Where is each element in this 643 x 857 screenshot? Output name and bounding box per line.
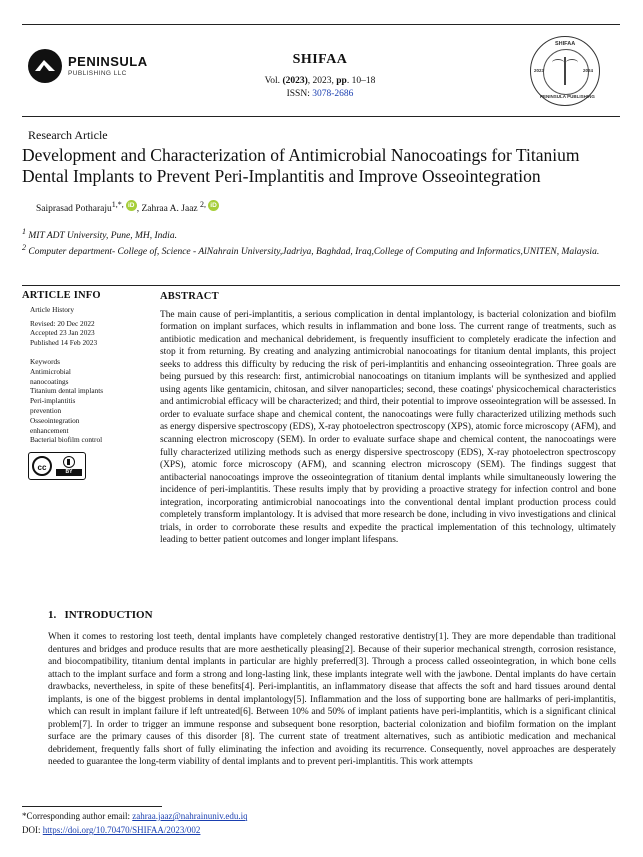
orcid-icon[interactable]: iD — [126, 200, 137, 211]
header-top-rule — [22, 24, 620, 25]
journal-issn: ISSN: 3078-2686 — [286, 89, 354, 99]
author-2: Zahraa A. Jaaz — [141, 204, 198, 215]
journal-seal — [530, 36, 600, 106]
issn-link[interactable]: 3078-2686 — [312, 89, 354, 99]
published-date: Published 14 Feb 2023 — [30, 338, 98, 348]
article-info-heading: ARTICLE INFO — [22, 290, 101, 301]
email-link[interactable]: zahraa.jaaz@nahrainuniv.edu.iq — [132, 811, 248, 821]
publisher-logo — [28, 44, 158, 88]
keyword-item: nanocoatings — [30, 376, 69, 386]
keyword-item: Peri-implantitis — [30, 396, 76, 406]
author-line: Saiprasad Potharaju$^{1,*,}$ iD , Zahraa A. Jaaz $^{2,}$ iD — [36, 198, 219, 216]
article-type: Research Article — [28, 128, 108, 142]
keyword-item: Antimicrobial — [30, 366, 71, 376]
abstract-heading: ABSTRACT — [160, 291, 219, 302]
history-label: Article History — [30, 304, 74, 314]
affiliation-1: $^1$ MIT ADT University, Pune, MH, India. — [22, 227, 177, 242]
article-info — [22, 290, 146, 445]
keyword-item: Osseointegration — [30, 415, 80, 425]
journal-volume: Vol. (2023), 2023, pp. 10–18 — [264, 76, 376, 86]
publisher-sub: PUBLISHING LLC — [68, 69, 127, 77]
wing-left-icon — [552, 59, 564, 66]
keyword-item: Titanium dental implants — [30, 386, 104, 396]
keyword-item: enhancement — [30, 425, 69, 435]
seal-left-text: 2023 — [534, 68, 545, 73]
article-title: Development and Characterization of Antimicrobial Nanocoatings for Titanium Dental Implants to Prevent Peri-Implantitis and Improve Osseointegration — [22, 145, 580, 186]
abstract-text: The main cause of peri-implantitis, a serious complication in dental implantology, is bacterial colonization and biofilm formation on implant surfaces, which results in inflammation and bone loss. The current range of treatments, such as antibiotic medication and mechanical debridement, is frequently insufficient to completely eradicate the infection and stop it from returning. By creating and analyzing antimicrobial nanocoatings for titanium dental implants, this project seeks to address this difficulty by reducing the risk of peri-implantitis and enhancing osseointegration. Three goals are being pursued by this research: first, antimicrobial nanocoatings on titanium implants will be synthesized and applied using agents like gentamicin, chitosan, and silver nanoparticles; second, these coatings' physicochemical characteristics and antimicrobial efficacy will be characterized; and third, their potential to improve osseointegration will be assessed. In order to evaluate surface shape and chemical content, the nanocoatings were fully characterized utilizing methods such as energy dispersive spectroscopy (EDS), X-ray photoelectron spectroscopy (XPS), atomic force microscopy (AFM), and scanning electron microscopy (SEM). In order to evaluate surface shape and chemical content, the nanocoatings were fully characterized utilizing methods such as energy dispersive spectroscopy (EDS), X-ray photoelectron spectroscopy (XPS), atomic force microscopy (AFM), and scanning electron microscopy (SEM). The findings suggest that antibacterial nanocoatings improve the osseointegration of titanium dental implants while simultaneously lowering the incidence of peri-implantitis. These results imply that by providing a proactive strategy for infection control and bone integration, incorporating antimicrobial nanocoatings into the conventional dental implant production process could completely transform implantology. It is advised that more research be done, including in vivo investigations and clinical trials, in order to corroborate these results and expedite the practical implementation of this technology, ultimately leading to better patient outcomes and longer implant lifespans. — [160, 309, 616, 546]
author-1-sup: 1,*, — [111, 200, 124, 209]
by-label: BY — [56, 469, 82, 476]
cc-icon: cc — [32, 456, 52, 476]
seal-right-text: 2024 — [583, 68, 594, 73]
orcid-icon[interactable]: iD — [208, 200, 219, 211]
seal-bottom-text: PENINSULA PUBLISHING — [540, 94, 595, 99]
wing-right-icon — [566, 59, 578, 66]
seal-top-text: SHIFAA — [555, 41, 576, 47]
doi-line: DOI: https://doi.org/10.70470/SHIFAA/2023/002 — [22, 825, 201, 835]
journal-header — [200, 51, 440, 101]
cc-license-badge[interactable] — [28, 452, 86, 480]
publisher-name: PENINSULA — [68, 53, 148, 69]
journal-name: SHIFAA — [292, 52, 348, 67]
keywords-label: Keywords — [30, 356, 60, 366]
corresponding-author: *Corresponding author email: zahraa.jaaz@nahrainuniv.edu.iq — [22, 811, 248, 821]
introduction-heading: 1. INTRODUCTION — [48, 609, 153, 621]
revised-date: Revised: 20 Dec 2022 — [30, 318, 95, 328]
abstract — [160, 291, 616, 547]
author-1: Saiprasad Potharaju — [36, 204, 112, 215]
affiliation-2: $^2$ Computer department- College of, Science - AlNahrain University,Jadriya, Baghdad, Iraq,College of Computing and Informatics,UNITEN, Malaysia. — [22, 243, 600, 258]
attribution-icon — [63, 456, 75, 468]
publisher-logo-icon — [28, 49, 62, 83]
accepted-date: Accepted 23 Jan 2023 — [30, 328, 95, 338]
introduction-text: When it comes to restoring lost teeth, dental implants have completely changed restorative dentistry[1]. They are more dependable than traditional dentures and bridges and produce results that are more aesthetically pleasing[2]. Because of their superior mechanical strength, corrosion resistance, and biocompatibility, titanium dental implants in particular are highly preferred[3]. Through a process called osseointegration, in which bone cells attach to the implant surface and form a strong and long-lasting link, these implants integrate well with the jawbone. Dental implants do have certain drawbacks, nevertheless, in spite of these benefits[4]. Peri-implantitis, an inflammatory disease that affects the soft and hard tissues around dental implants, is one of the biggest problems in dental implantology[5]. Inflammation and the loss of supporting bone are hallmarks of peri-implantitis, which can result in implant failure if left untreated[6]. Between 10% and 50% of implant patients have peri-implantitis, which is a significant clinical problem[7]. In order to trigger an immune response and subsequent bone resorption, bacterial colonization and biofilm formation on the implant surface are the primary causes of this disorder [8]. The current state of treatment alternatives, such as antibiotic medication and mechanical debridement, frequently falls short of fully eliminating the infection and avoiding its recurrence. Consequently, novel approaches are desperately needed to guarantee the long-term viability of dental implants and to prevent peri-implantitis. This work attempts — [48, 632, 616, 767]
info-top-rule — [22, 285, 620, 286]
author-2-sup: 2, — [200, 200, 207, 209]
footnote-rule — [22, 806, 162, 807]
doi-link[interactable]: https://doi.org/10.70470/SHIFAA/2023/002 — [42, 825, 201, 835]
header-bottom-rule — [22, 116, 620, 117]
keyword-item: Bacterial biofilm control — [30, 435, 103, 445]
keyword-item: prevention — [30, 405, 62, 415]
